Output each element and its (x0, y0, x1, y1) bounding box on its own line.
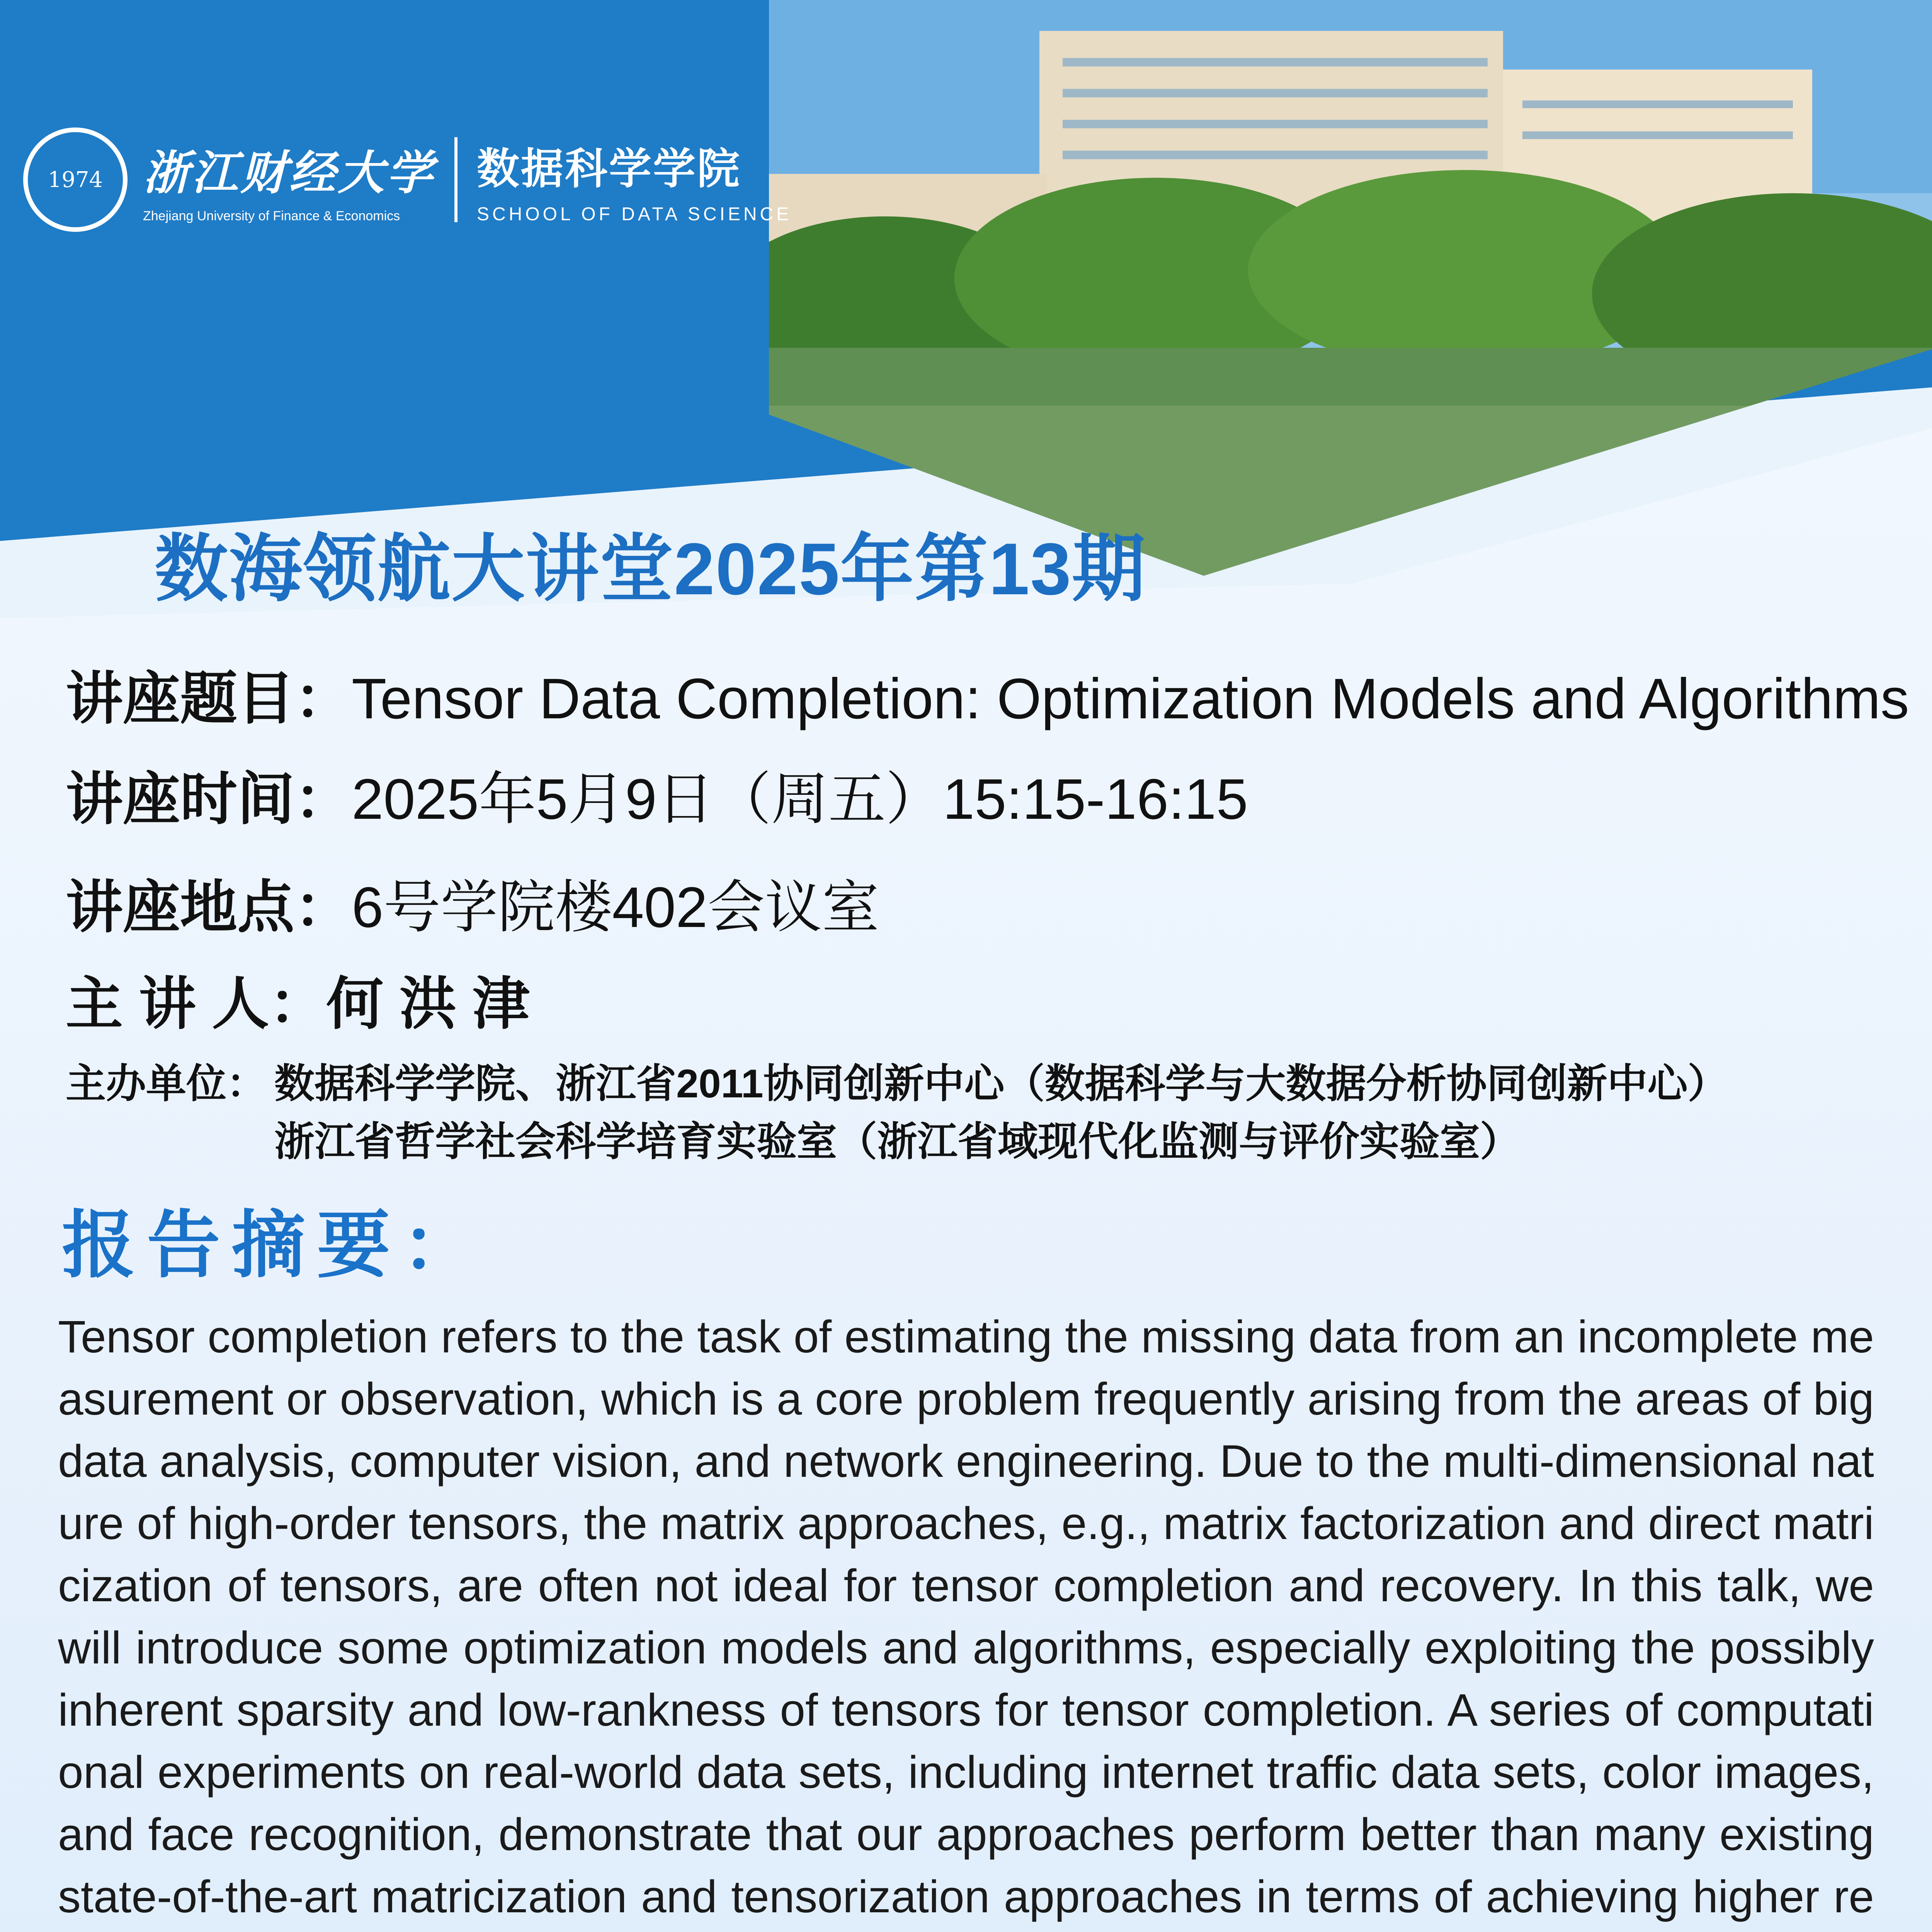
info-topic (66, 653, 1920, 735)
event-title: 数海领航大讲堂2025年第13期 (155, 528, 1146, 610)
university-name-cn: 浙江财经大学 (143, 145, 435, 200)
university-name-en: Zhejiang University of Finance & Economics (143, 208, 400, 223)
info-host (66, 1055, 1728, 1171)
abstract-heading: 报告摘要： (62, 1202, 487, 1288)
university-seal-icon (23, 128, 128, 232)
school-name-cn: 数据科学学院 (477, 145, 741, 193)
speaker-label: 主 讲 人： (66, 972, 327, 1036)
info-place (66, 862, 1920, 944)
abstract-text: Tensor completion refers to the task of estimating the missing data from an incomplete measurement or observation, which is a core problem frequently arising from the areas of big data analysis, computer vision, and network engineering. Due to the multi-dimensional nature of high-order tensors, the matrix approaches, e.g., matrix factorization and direct matricization of tensors, are often not ideal for tensor completion and recovery. In this talk, we will introduce some optimization models and algorithms, especially exploiting the possibly inherent sparsity and low-rankness of tensors for tensor completion. A series of computational experiments on real-world data sets, including internet traffic data sets, color images, and face recognition, demonstrate that our approaches perform better than many existing state-of-the-art matricization and tensorization approaches in terms of achieving higher re (58, 1311, 1874, 1922)
school-name-en: SCHOOL OF DATA SCIENCE (477, 204, 792, 224)
university-logo (23, 128, 792, 232)
topic-label: 讲座题目： (66, 667, 352, 731)
university-name (143, 136, 435, 224)
place-value: 6号学院楼402会议室 (352, 876, 879, 939)
speaker-value: 何 洪 津 (326, 972, 530, 1036)
time-value: 2025年5月9日（周五）15:15-16:15 (352, 767, 1248, 831)
host-line-1: 数据科学学院、浙江省2011协同创新中心（数据科学与大数据分析协同创新中心） (274, 1061, 1728, 1106)
host-line-2: 浙江省哲学社会科学培育实验室（浙江省域现代化监测与评价实验室） (274, 1119, 1520, 1164)
host-label: 主办单位： (66, 1061, 267, 1106)
time-label: 讲座时间： (66, 767, 352, 831)
topic-value: Tensor Data Completion: Optimization Models and Algorithms (352, 667, 1909, 731)
seal-year: 1974 (48, 167, 103, 192)
info-time (66, 753, 1920, 835)
place-label: 讲座地点： (66, 876, 352, 939)
school-name (477, 135, 792, 225)
logo-divider (454, 137, 457, 222)
info-speaker (66, 958, 1920, 1040)
